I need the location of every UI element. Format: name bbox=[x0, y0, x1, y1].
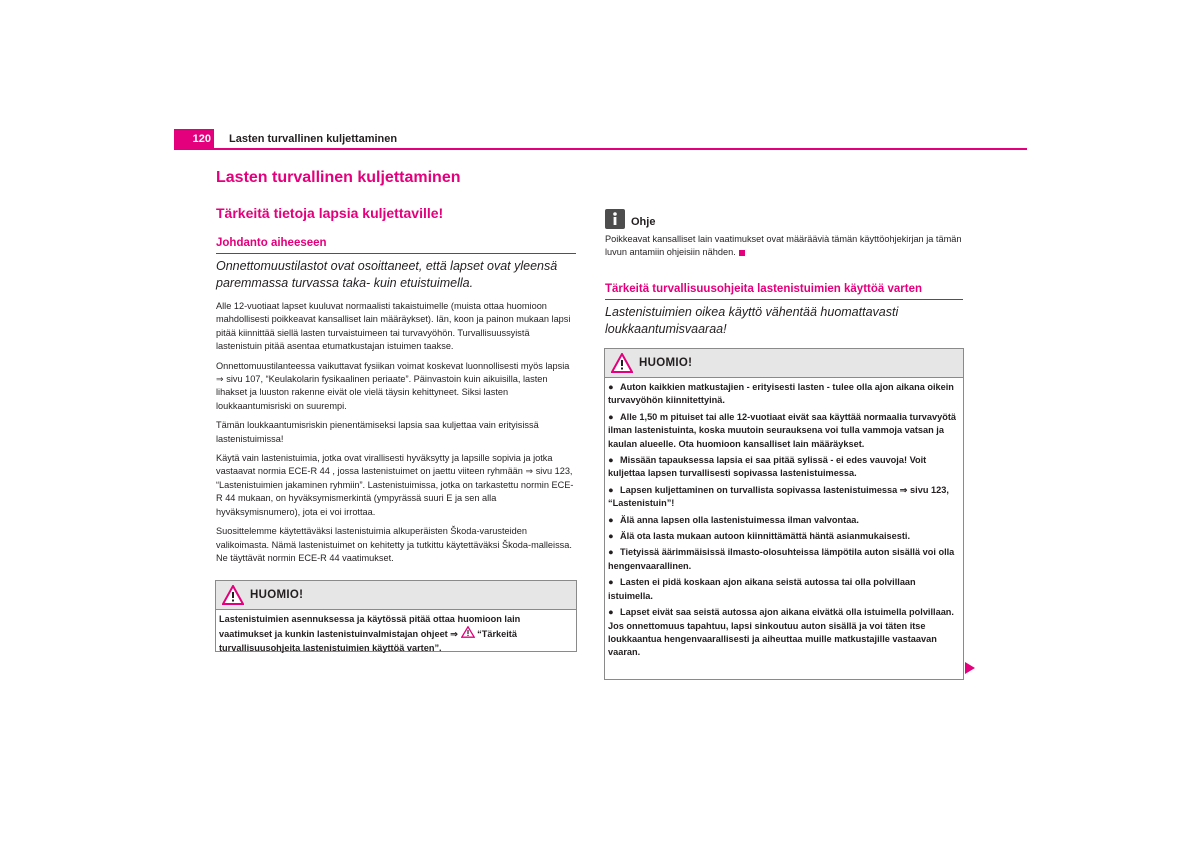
list-item: ● Lapsen kuljettaminen on turvallista sopivassa lastenistuimessa ⇒ sivu 123, “Lastenistuin”! bbox=[608, 484, 949, 509]
paragraph: Onnettomuustilanteessa vaikuttavat fysiikan voimat koskevat luonnollisesti myös lapsia ⇒ sivu 107, “Keulakolarin fysikaalinen periaate”. Päinvastoin kuin aikuisilla, lasten lihakset ja luuston rakenne eivät ole vielä täysin kehittyneet. Siksi lasten loukkaantumisriski on suurempi. bbox=[216, 360, 570, 411]
warning-title: HUOMIO! bbox=[639, 357, 693, 369]
header-rule bbox=[174, 148, 1027, 150]
list-item: ● Lasten ei pidä koskaan ajon aikana seistä autossa tai olla polvillaan istuimella. bbox=[608, 577, 916, 601]
warning-header bbox=[216, 581, 576, 610]
bullet-icon: ● bbox=[608, 484, 614, 495]
bullet-icon: ● bbox=[608, 455, 614, 466]
chapter-title: Lasten turvallinen kuljettaminen bbox=[216, 169, 461, 186]
paragraph: Alle 12-vuotiaat lapset kuuluvat normaalisti takaistuimelle (muista ottaa huomioon mahdollisesti poikkeavat kansalliset lain määräykset). Iän, koon ja painon mukaan lapsi pitää kiinnittää siellä lasten turvaistuimeen tai turvavyöhön. Turvallisuussyistä lastenistuin pitää asentaa etumatkustajan istuimen taakse. bbox=[216, 301, 571, 352]
bullet-icon: ● bbox=[608, 607, 614, 618]
bullet-icon: ● bbox=[608, 577, 614, 588]
warning-body bbox=[216, 610, 576, 658]
warning-title: HUOMIO! bbox=[250, 589, 304, 601]
warning-box bbox=[215, 580, 577, 652]
section-heading-safety: Tärkeitä turvallisuusohjeita lastenistuimien käyttöä varten bbox=[605, 283, 922, 295]
bullet-icon: ● bbox=[608, 382, 614, 392]
list-item: ● Missään tapauksessa lapsia ei saa pitää sylissä - ei edes vauvoja! Voit kuljettaa lapsen turvallisesti sopivassa lastenistuimessa. bbox=[608, 455, 927, 479]
warning-text-ref: “Tärkeitä turvallisuusohjeita lastenistuimien käyttöä varten”. bbox=[219, 629, 517, 653]
continue-arrow-icon bbox=[965, 662, 975, 674]
end-marker bbox=[739, 250, 745, 256]
body-text bbox=[216, 300, 576, 571]
page-number: 120 bbox=[174, 129, 214, 149]
section-rule bbox=[605, 299, 963, 300]
list-item: ● Tietyissä äärimmäisissä ilmasto-olosuhteissa lämpötila auton sisällä voi olla hengenvaarallinen. bbox=[608, 547, 955, 571]
warning-triangle-icon bbox=[222, 585, 244, 605]
bullet-icon: ● bbox=[608, 531, 614, 542]
safety-warning-box bbox=[604, 348, 964, 680]
warning-text: Lastenistuimien asennuksessa ja käytössä pitää ottaa huomioon lain vaatimukset ja kunkin lastenistuinvalmistajan ohjeet ⇒ bbox=[219, 614, 521, 640]
list-item: ● Älä ota lasta mukaan autoon kiinnittämättä häntä asianmukaisesti. bbox=[608, 531, 910, 542]
note-text: Poikkeavat kansalliset lain vaatimukset ovat määräävià tämän käyttöohjekirjan ja tämän luvun antamiin ohjeisiin nähden. bbox=[605, 234, 962, 258]
list-item: ● Auton kaikkien matkustajien - erityisesti lasten - tulee olla ajon aikana oikein turvavyöhön kiinnitettyinä. bbox=[608, 382, 954, 406]
section-heading-intro: Johdanto aiheeseen bbox=[216, 237, 327, 249]
list-item: ● Lapset eivät saa seistä autossa ajon aikana eivätkä olla istuimella polvillaan. Jos onnettomuus tapahtuu, lapsi sinkoutuu auton sisällä ja voi täten itse loukkaantua hengenvaarallisesti ja aiheuttaa muille matkustajille vastaavan vaaran. bbox=[608, 607, 954, 658]
bullet-icon: ● bbox=[608, 411, 614, 422]
warning-triangle-icon bbox=[611, 353, 633, 373]
list-item: ● Älä anna lapsen olla lastenistuimessa ilman valvontaa. bbox=[608, 514, 859, 525]
warning-triangle-icon bbox=[461, 626, 475, 638]
info-icon bbox=[605, 209, 625, 229]
safety-intro-text: Lastenistuimien oikea käyttö vähentää huomattavasti loukkaantumisvaaraa! bbox=[605, 305, 899, 336]
warning-header bbox=[605, 349, 963, 378]
note-title: Ohje bbox=[631, 216, 656, 228]
chapter-subtitle: Tärkeitä tietoja lapsia kuljettaville! bbox=[216, 205, 444, 221]
paragraph: Käytä vain lastenistuimia, jotka ovat virallisesti hyväksytty ja lapsille sopivia ja jotka vastaavat normia ECE-R 44 , jossa lastenistuimet on jaettu viiteen ryhmään ⇒ sivu 123, “Lastenistuimien jakaminen ryhmiin”. Lastenistuimissa, jotka on tarkastettu normin ECE-R 44 mukaan, on hyväksymismerkintä (ympyrässä suuri E ja sen alla hyväksymisnumero), jota ei voi irrottaa. bbox=[216, 453, 574, 517]
warning-list bbox=[605, 378, 963, 666]
intro-text: Onnettomuustilastot ovat osoittaneet, että lapset ovat yleensä paremmassa turvassa taka- kuin etuistuimella. bbox=[216, 259, 558, 290]
list-item: ● Alle 1,50 m pituiset tai alle 12-vuotiaat eivät saa käyttää normaalia turvavyötä ilman lastenistuinta, koska muutoin seurauksena voi tulla vammoja vatsan ja kaulan alueelle. Ota huomioon kansalliset lain määräykset. bbox=[608, 411, 957, 449]
section-rule bbox=[216, 253, 576, 254]
bullet-icon: ● bbox=[608, 547, 614, 558]
running-title: Lasten turvallinen kuljettaminen bbox=[229, 133, 398, 145]
paragraph: Suosittelemme käytettäväksi lastenistuimia alkuperäisten Škoda-varusteiden valikoimasta. Nämä lastenistuimet on kehitetty ja tutkittu käytettäväksi Škoda-malleissa. Ne täyttävät normin ECE-R 44 vaatimukset. bbox=[216, 526, 572, 563]
bullet-icon: ● bbox=[608, 514, 614, 525]
paragraph: Tämän loukkaantumisriskin pienentämiseksi lapsia saa kuljettaa vain erityisissä lastenistuimissa! bbox=[216, 420, 539, 444]
